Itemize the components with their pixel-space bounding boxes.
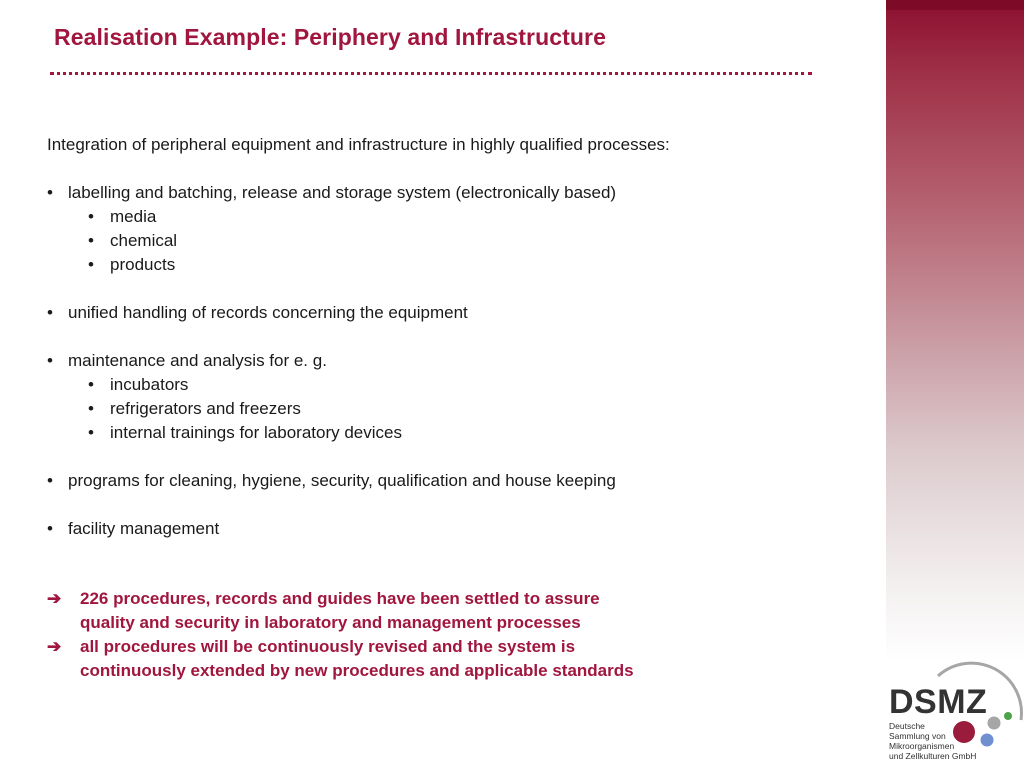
- logo-line: Sammlung von: [889, 731, 946, 741]
- sub-bullet-dot: •: [88, 423, 94, 442]
- dsmz-logo-word: DSMZ: [889, 683, 988, 721]
- slide-title: Realisation Example: Periphery and Infrastructure: [54, 24, 606, 50]
- logo-line: Deutsche: [889, 721, 925, 731]
- conclusion-line: quality and security in laboratory and management processes: [80, 613, 581, 632]
- logo-blue-dot-icon: [981, 734, 994, 747]
- bullet-dot: •: [47, 519, 53, 538]
- sub-bullet-dot: •: [88, 255, 94, 274]
- sub-bullet-text: products: [110, 255, 176, 274]
- sub-bullet-dot: •: [88, 399, 94, 418]
- logo-line: Mikroorganismen: [889, 741, 955, 751]
- bullet-dot: •: [47, 351, 53, 370]
- dsmz-logo-subtitle: [889, 721, 976, 761]
- sub-bullet-text: media: [110, 207, 157, 226]
- sub-bullet-text: incubators: [110, 375, 189, 394]
- sub-bullet-dot: •: [88, 231, 94, 250]
- sub-bullet-text: internal trainings for laboratory devices: [110, 423, 402, 442]
- conclusion-line: 226 procedures, records and guides have been settled to assure: [80, 589, 600, 608]
- conclusion-line: all procedures will be continuously revised and the system is: [80, 637, 576, 656]
- sub-bullet-text: refrigerators and freezers: [110, 399, 301, 418]
- intro-text: Integration of peripheral equipment and infrastructure in highly qualified processes:: [47, 135, 670, 154]
- sub-bullet-dot: •: [88, 375, 94, 394]
- bullet-text: facility management: [68, 519, 220, 538]
- conclusion-line: continuously extended by new procedures and applicable standards: [80, 661, 634, 680]
- sub-bullet-text: chemical: [110, 231, 178, 250]
- arrow-right-icon: ➔: [47, 637, 62, 656]
- bullet-dot: •: [47, 471, 53, 490]
- logo-line: und Zellkulturen GmbH: [889, 751, 977, 761]
- bullet-text: maintenance and analysis for e. g.: [68, 351, 327, 370]
- sub-bullet-dot: •: [88, 207, 94, 226]
- bullet-dot: •: [47, 183, 53, 202]
- bullet-text: programs for cleaning, hygiene, security, qualification and house keeping: [68, 471, 616, 490]
- logo-green-dot-icon: [1004, 712, 1012, 720]
- arrow-right-icon: ➔: [47, 589, 62, 608]
- bullet-dot: •: [47, 303, 53, 322]
- bullet-text: labelling and batching, release and storage system (electronically based): [68, 183, 617, 202]
- logo-grey-dot-icon: [988, 717, 1001, 730]
- bullet-text: unified handling of records concerning the equipment: [68, 303, 468, 322]
